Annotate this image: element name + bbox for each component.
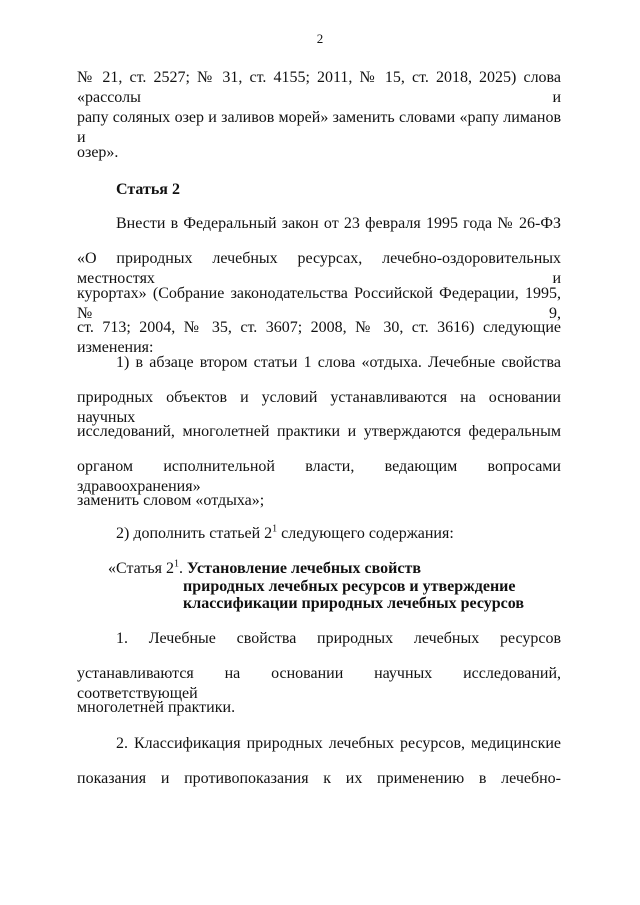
article-label: . (178, 560, 187, 577)
paragraph-line: «О природных лечебных ресурсах, лечебно-оздоровительных местностях и (77, 250, 561, 287)
superscript: 1 (173, 558, 179, 570)
paragraph-line: ст. 713; 2004, № 35, ст. 3607; 2008, № 30, ст. 3616) следующие изменения: (77, 319, 561, 356)
paragraph-line: озер». (77, 144, 119, 161)
paragraph-line: исследований, многолетней практики и утверждаются федеральным (77, 423, 561, 440)
article-title: Установление лечебных свойств (186, 560, 421, 577)
paragraph-line: устанавливаются на основании научных исследований, соответствующей (77, 665, 561, 702)
paragraph-line: Внести в Федеральный закон от 23 февраля 1995 года № 26-ФЗ (116, 215, 561, 232)
paragraph-line: 1) в абзаце втором статьи 1 слова «отдыха. Лечебные свойства (116, 354, 561, 371)
article-title: классификации природных лечебных ресурсов (183, 595, 524, 612)
page-number: 2 (316, 31, 324, 46)
paragraph-line: 1. Лечебные свойства природных лечебных ресурсов (116, 630, 561, 647)
paragraph-line: показания и противопоказания к их применению в лечебно- (77, 770, 561, 787)
paragraph-line (116, 524, 454, 544)
paragraph-line: № 21, ст. 2527; № 31, ст. 4155; 2011, № 15, ст. 2018, 2025) слова «рассолы и (77, 69, 561, 106)
article-heading: Статья 2 (116, 181, 180, 198)
article-label: «Статья 2 (108, 560, 174, 577)
paragraph-line: органом исполнительной власти, ведающим вопросами здравоохранения» (77, 458, 561, 495)
paragraph-line: природных объектов и условий устанавливаются на основании научных (77, 389, 561, 426)
paragraph-text: следующего содержания: (277, 525, 454, 542)
paragraph-line: 2. Классификация природных лечебных ресурсов, медицинские (116, 735, 561, 752)
paragraph-line: многолетней практики. (77, 699, 236, 716)
paragraph-text: 2) дополнить статьей 2 (116, 525, 273, 542)
article-title-line (108, 559, 421, 579)
paragraph-line: заменить словом «отдыха»; (77, 492, 265, 509)
superscript: 1 (272, 523, 278, 535)
paragraph-line: рапу соляных озер и заливов морей» заменить словами «рапу лиманов и (77, 109, 561, 146)
paragraph-line: курортах» (Собрание законодательства Российской Федерации, 1995, № 9, (77, 285, 561, 322)
article-title: природных лечебных ресурсов и утверждение (183, 578, 516, 595)
